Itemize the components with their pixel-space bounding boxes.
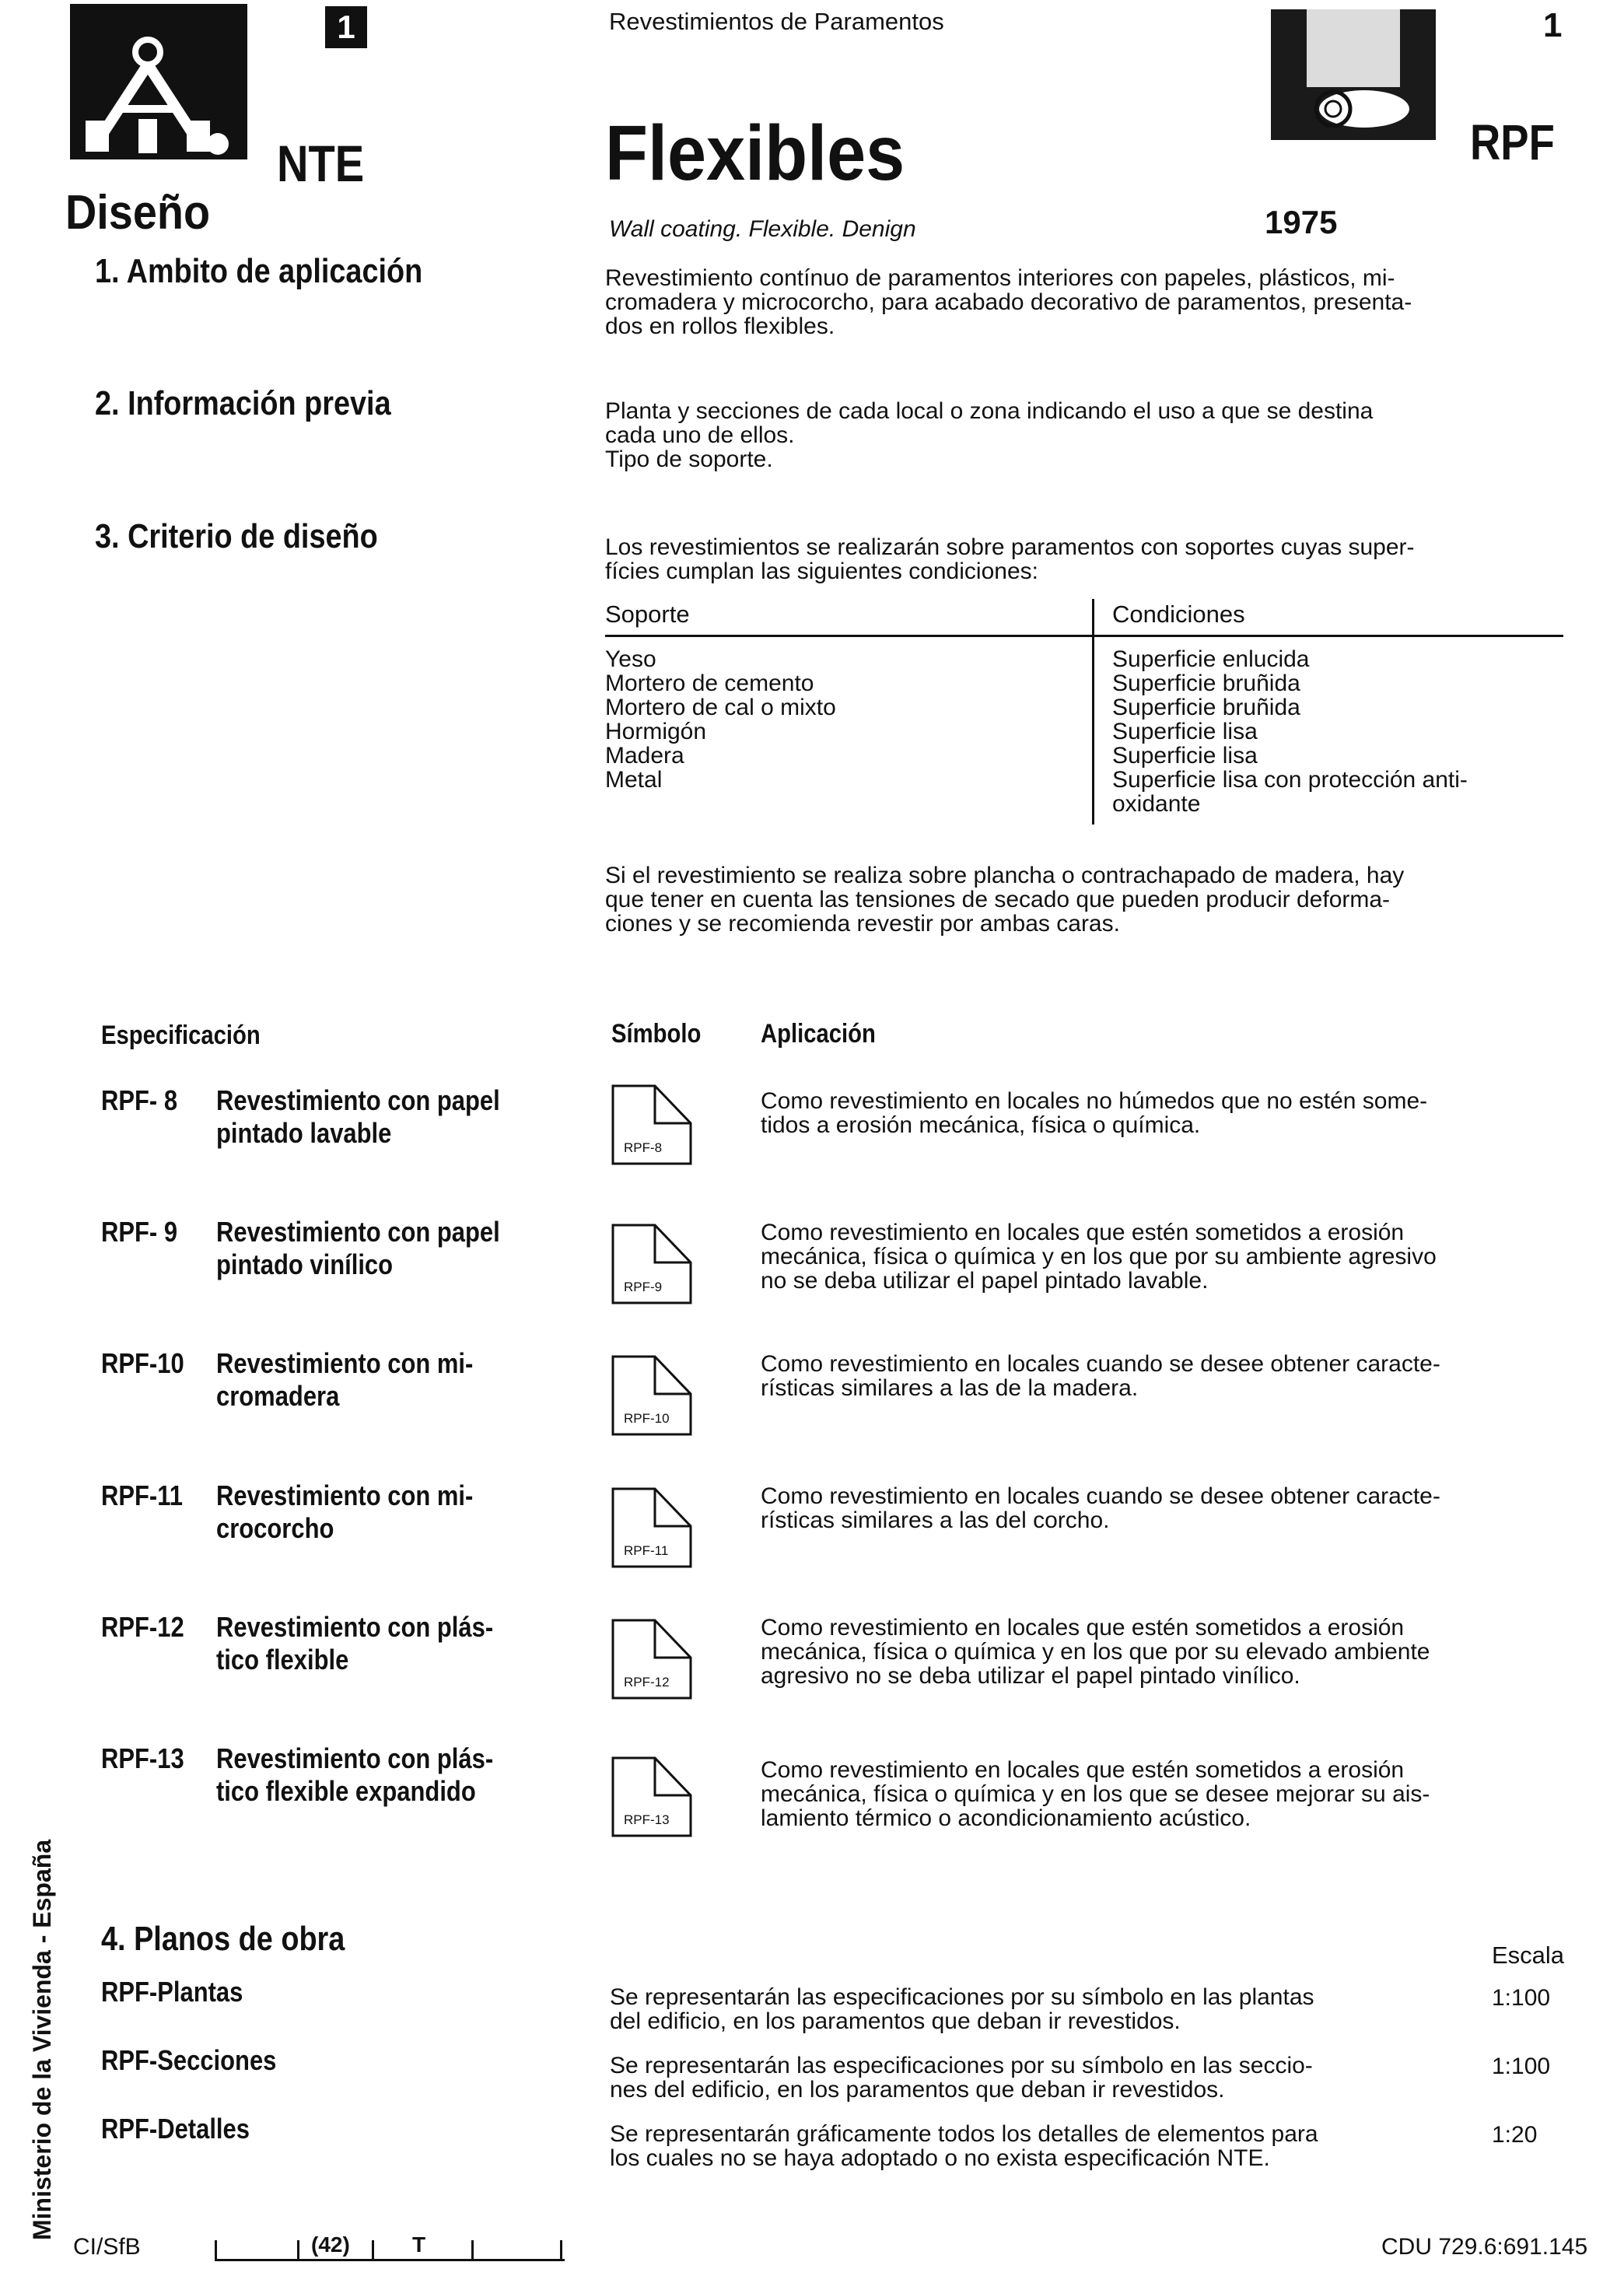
spec-code: RPF- 8 (101, 1084, 178, 1116)
spec-code: RPF- 9 (101, 1216, 178, 1248)
table-header-rule (605, 635, 1563, 637)
text-line: mecánica, física o química y en los que por su ambiente agresivo (761, 1244, 1437, 1269)
table-cell: Madera (605, 743, 684, 769)
plan-description (610, 1985, 1473, 2033)
plan-row (0, 2113, 1624, 2175)
plan-row (0, 2044, 1624, 2106)
spec-application (761, 1220, 1546, 1293)
text-line: Si el revestimiento se realiza sobre plancha o contrachapado de madera, hay (605, 863, 1405, 888)
text-line: que tener en cuenta las tensiones de secado que pueden producir deforma- (605, 887, 1391, 912)
plan-scale: 1:100 (1492, 1985, 1551, 2011)
cisfb-tick (471, 2240, 474, 2260)
text-line: Se representarán las especificaciones por su símbolo en las plantas (610, 1984, 1314, 2010)
spec-symbol-icon (611, 1619, 692, 1700)
support-table (605, 599, 1563, 826)
category-label: Revestimientos de Paramentos (609, 8, 944, 35)
note-paragraph (605, 863, 1404, 936)
spec-symbol-icon (611, 1487, 692, 1568)
spec-symbol-icon (611, 1756, 692, 1837)
text-line: agresivo no se deba utilizar el papel pintado vinílico. (761, 1663, 1300, 1689)
page-title (605, 109, 938, 198)
cisfb-tick (215, 2240, 217, 2260)
document-code-text: RPF (1470, 114, 1555, 170)
spec-name (216, 1611, 564, 1676)
spec-name-line: Revestimiento con plás- (216, 1611, 494, 1643)
spec-name-line: Revestimiento con papel (216, 1216, 500, 1248)
spec-symbol-label: RPF-13 (624, 1812, 670, 1827)
spec-row (0, 1347, 1624, 1464)
spec-name-line: crocorcho (216, 1512, 334, 1544)
plan-description (610, 2122, 1473, 2170)
cisfb-box-text: (42) (311, 2232, 350, 2257)
plan-row (0, 1976, 1624, 2038)
text-line: Planta y secciones de cada local o zona indicando el uso a que se destina (605, 398, 1374, 424)
table-cell: Superficie lisa (1112, 743, 1258, 769)
section-badge (325, 6, 367, 48)
document-code (1470, 114, 1570, 171)
cisfb-tick (372, 2240, 374, 2260)
page-subtitle: Wall coating. Flexible. Denign (609, 216, 916, 242)
plans-heading: 4. Planos de obra (101, 1920, 345, 1958)
plan-scale: 1:20 (1492, 2122, 1538, 2148)
text-line: Tipo de soporte. (605, 446, 773, 472)
text-line: Como revestimiento en locales que estén sometidos a erosión (761, 1757, 1405, 1783)
nte-logo (70, 4, 247, 159)
table-col-soporte (605, 647, 836, 792)
table-cell: Superficie lisa (1112, 719, 1258, 744)
spec-name (216, 1479, 564, 1545)
table-cell: Superficie bruñida (1112, 671, 1300, 696)
text-line: Como revestimiento en locales cuando se desee obtener caracte- (761, 1483, 1440, 1509)
cisfb-label: CI/SfB (73, 2234, 141, 2260)
spec-application (761, 1089, 1546, 1137)
spec-symbol-icon (611, 1355, 692, 1436)
ministry-vertical-label: Ministerio de la Vivienda - España (28, 1839, 56, 2240)
table-cell: Mortero de cal o mixto (605, 695, 836, 720)
text-line: Se representarán las especificaciones por su símbolo en las seccio- (610, 2053, 1313, 2078)
table-header-condiciones: Condiciones (1112, 601, 1245, 628)
table-cell: Superficie enlucida (1112, 646, 1310, 672)
spec-header-aplicacion: Aplicación (761, 1019, 876, 1049)
spec-row (0, 1479, 1624, 1596)
text-line: mecánica, física o química y en los que se desee mejorar su ais- (761, 1781, 1430, 1807)
section-badge-text: 1 (337, 9, 355, 45)
spec-symbol-label: RPF-9 (624, 1280, 663, 1294)
plan-description (610, 2054, 1473, 2102)
spec-name-line: Revestimiento con mi- (216, 1479, 474, 1511)
table-cell: Superficie lisa con protección anti- (1112, 767, 1468, 793)
spec-name-line: Revestimiento con plás- (216, 1742, 494, 1774)
text-line: Como revestimiento en locales que estén sometidos a erosión (761, 1220, 1405, 1245)
spec-row (0, 1742, 1624, 1859)
section-text (605, 266, 1412, 338)
text-line: rísticas similares a las del corcho. (761, 1507, 1110, 1533)
spec-row (0, 1216, 1624, 1332)
spec-code: RPF-13 (101, 1742, 184, 1774)
plan-scale: 1:100 (1492, 2054, 1551, 2079)
spec-row (0, 1611, 1624, 1728)
table-cell: Metal (605, 767, 663, 793)
plan-label: RPF-Plantas (101, 1976, 243, 2008)
table-col-condiciones (1112, 647, 1468, 816)
section-title-text: Diseño (65, 186, 211, 240)
table-header-soporte: Soporte (605, 601, 690, 628)
spec-code: RPF-11 (101, 1479, 183, 1511)
spec-symbol-label: RPF-11 (624, 1543, 669, 1558)
spec-application (761, 1484, 1546, 1532)
spec-symbol-label: RPF-12 (624, 1675, 670, 1689)
publication-year: 1975 (1265, 204, 1338, 240)
section-heading: 3. Criterio de diseño (95, 517, 378, 555)
text-line: cromadera y microcorcho, para acabado decorativo de paramentos, presenta- (605, 289, 1412, 315)
text-line: fícies cumplan las siguientes condiciones: (605, 558, 1038, 584)
text-line: nes del edificio, en los paramentos que deban ir revestidos. (610, 2077, 1225, 2103)
plan-label: RPF-Secciones (101, 2044, 277, 2076)
plan-label: RPF-Detalles (101, 2113, 250, 2145)
section-heading: 2. Información previa (95, 384, 391, 422)
scale-header: Escala (1492, 1942, 1565, 1969)
page-number: 1 (1543, 6, 1563, 44)
section-text (605, 399, 1373, 471)
series-label-text: NTE (277, 135, 365, 192)
table-cell: Superficie bruñida (1112, 695, 1300, 720)
series-label (277, 134, 380, 193)
text-line: ciones y se recomienda revestir por ambas caras. (605, 911, 1120, 937)
text-line: Como revestimiento en locales no húmedos que no estén some- (761, 1088, 1428, 1114)
spec-name-line: tico flexible expandido (216, 1775, 476, 1807)
text-line: lamiento térmico o acondicionamiento acústico. (761, 1805, 1251, 1831)
spec-name-line: Revestimiento con papel (216, 1084, 500, 1116)
spec-symbol-label: RPF-10 (624, 1411, 670, 1426)
spec-name (216, 1347, 564, 1413)
table-cell: oxidante (1112, 791, 1201, 817)
page-title-text: Flexibles (605, 110, 905, 197)
spec-code: RPF-10 (101, 1347, 184, 1379)
section-heading: 1. Ambito de aplicación (95, 252, 423, 290)
text-line: Los revestimientos se realizarán sobre paramentos con soportes cuyas super- (605, 534, 1415, 560)
text-line: Se representarán gráficamente todos los detalles de elementos para (610, 2121, 1318, 2147)
spec-name-line: pintado lavable (216, 1117, 392, 1149)
spec-application (761, 1758, 1546, 1830)
text-line: rísticas similares a las de la madera. (761, 1375, 1139, 1401)
text-line: mecánica, física o química y en los que por su elevado ambiente (761, 1639, 1430, 1665)
spec-header-especificacion: Especificación (101, 1021, 261, 1050)
table-cell: Mortero de cemento (605, 671, 814, 696)
text-line: dos en rollos flexibles. (605, 313, 835, 339)
text-line: Revestimiento contínuo de paramentos interiores con papeles, plásticos, mi- (605, 265, 1395, 291)
spec-row (0, 1084, 1624, 1201)
spec-symbol-icon (611, 1224, 692, 1304)
spec-name-line: tico flexible (216, 1644, 349, 1675)
table-column-divider (1092, 599, 1094, 825)
spec-name (216, 1742, 564, 1808)
spec-name-line: pintado vinílico (216, 1248, 394, 1280)
rpf-logo (1271, 9, 1436, 140)
cisfb-grid (215, 2226, 565, 2262)
spec-name-line: Revestimiento con mi- (216, 1347, 474, 1379)
text-line: Como revestimiento en locales que estén sometidos a erosión (761, 1615, 1405, 1640)
text-line: Como revestimiento en locales cuando se desee obtener caracte- (761, 1351, 1440, 1377)
table-cell: Hormigón (605, 719, 707, 744)
cisfb-tick (297, 2240, 299, 2260)
cisfb-box-text: T (412, 2232, 426, 2257)
spec-name (216, 1216, 564, 1281)
cisfb-tick (560, 2240, 562, 2260)
cdu-code: CDU 729.6:691.145 (1381, 2234, 1588, 2260)
text-line: tidos a erosión mecánica, física o química. (761, 1112, 1201, 1138)
spec-code: RPF-12 (101, 1611, 184, 1643)
section-title (65, 185, 226, 240)
text-line: del edificio, en los paramentos que deban ir revestidos. (610, 2008, 1181, 2034)
table-cell: Yeso (605, 646, 656, 672)
text-line: cada uno de ellos. (605, 422, 795, 448)
section-text (605, 535, 1415, 583)
spec-symbol-icon (611, 1084, 692, 1165)
spec-application (761, 1616, 1546, 1688)
cisfb-baseline (215, 2259, 565, 2261)
spec-symbol-label: RPF-8 (624, 1140, 663, 1155)
spec-name-line: cromadera (216, 1380, 340, 1412)
text-line: no se deba utilizar el papel pintado lavable. (761, 1268, 1209, 1294)
spec-header-simbolo: Símbolo (611, 1019, 702, 1049)
spec-application (761, 1352, 1546, 1400)
spec-name (216, 1084, 564, 1150)
text-line: los cuales no se haya adoptado o no exista especificación NTE. (610, 2145, 1270, 2171)
